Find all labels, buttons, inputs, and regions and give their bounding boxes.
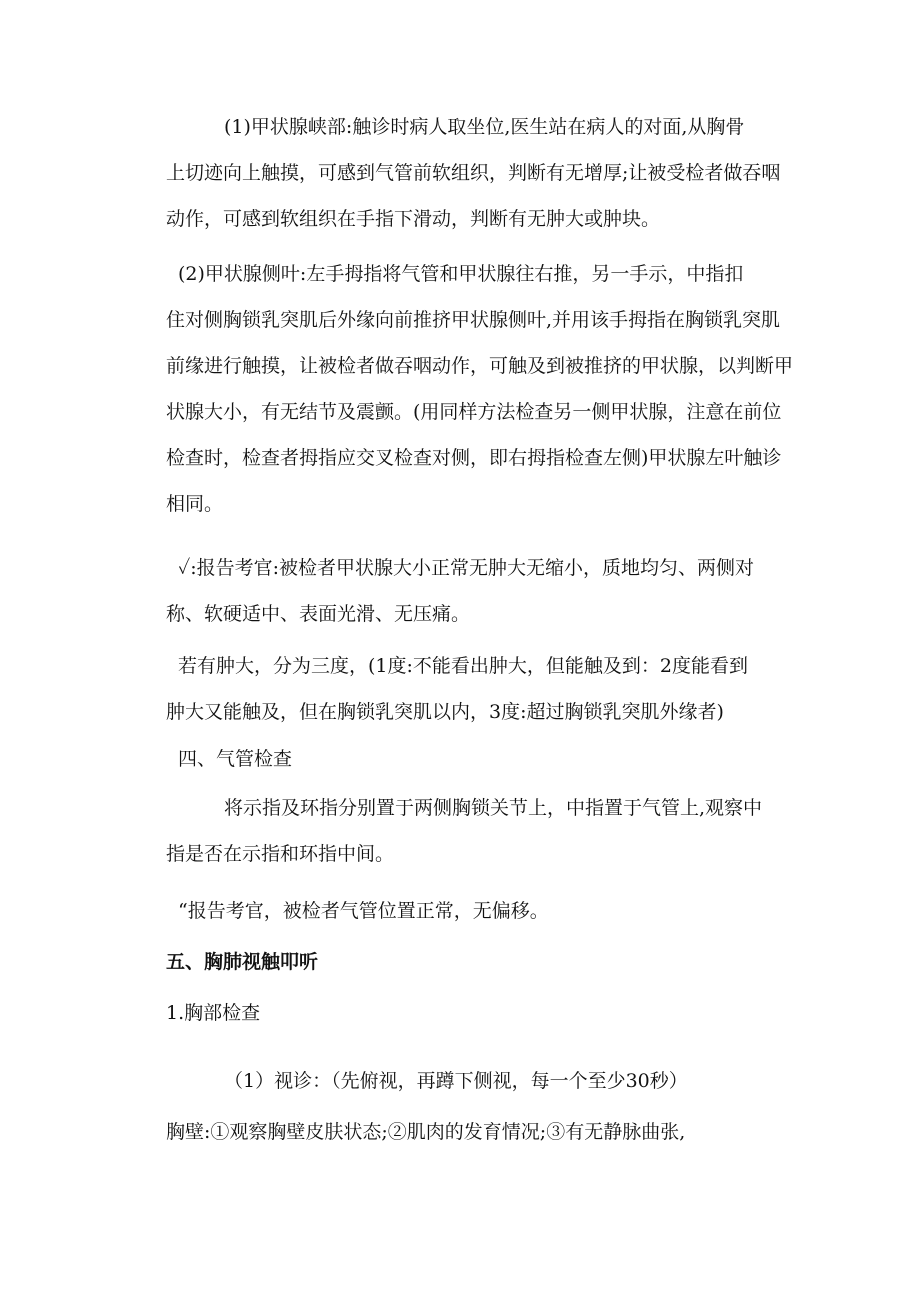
text-line: 前缘进行触摸，让被检者做吞咽动作，可触及到被推挤的甲状腺，以判断甲 — [166, 355, 794, 377]
heading-chest-exam — [166, 990, 798, 1036]
text-line: (1)甲状腺峡部:触诊时病人取坐位,医生站在病人的对面,从胸骨 — [224, 116, 745, 138]
text-line: 胸壁:①观察胸壁皮肤状态;②肌肉的发育情况;③有无静脉曲张, — [166, 1121, 686, 1143]
text-line: 检查时，检查者拇指应交叉检查对侧，即右拇指检查左侧)甲状腺左叶触诊 — [166, 447, 782, 469]
text-line: 住对侧胸锁乳突肌后外缘向前推挤甲状腺侧叶,并用该手拇指在胸锁乳突肌 — [166, 309, 781, 331]
paragraph-inspection — [166, 1058, 798, 1104]
text-line: 若有肿大，分为三度，(1度:不能看出肿大，但能触及到：2度能看到 — [178, 655, 748, 677]
paragraph-enlargement-degrees — [166, 643, 798, 735]
text-line: (2)甲状腺侧叶:左手拇指将气管和甲状腺往右推，另一手示，中指扣 — [178, 263, 744, 285]
text-line: 上切迹向上触摸，可感到气管前软组织，判断有无增厚;让被受检者做吞咽 — [166, 162, 781, 184]
text-line: 将示指及环指分别置于两侧胸锁关节上，中指置于气管上,观察中 — [224, 797, 763, 819]
text-line: （1）视诊：（先俯视，再蹲下侧视，每一个至少30秒） — [224, 1070, 688, 1092]
paragraph-thyroid-lateral-lobe — [166, 251, 798, 527]
text-line: 状腺大小，有无结节及震颤。(用同样方法检查另一侧甲状腺，注意在前位 — [166, 401, 782, 423]
text-line: 五、胸肺视触叩听 — [166, 951, 319, 973]
heading-chest-lung-exam — [166, 939, 798, 985]
text-line: 肿大又能触及，但在胸锁乳突肌以内，3度:超过胸锁乳突肌外缘者) — [166, 701, 724, 723]
text-line: 1.胸部检查 — [166, 1002, 261, 1024]
paragraph-trachea-method — [166, 785, 798, 877]
text-line: “报告考官，被检者气管位置正常，无偏移。 — [178, 900, 549, 922]
paragraph-report-trachea — [166, 888, 798, 934]
text-line: 相同。 — [166, 493, 224, 515]
text-line: 四、气管检查 — [178, 748, 293, 770]
text-line: 称、软硬适中、表面光滑、无压痛。 — [166, 603, 471, 625]
paragraph-thyroid-isthmus — [166, 104, 798, 242]
paragraph-report-thyroid — [166, 545, 798, 637]
text-line: 动作，可感到软组织在手指下滑动，判断有无肿大或肿块。 — [166, 208, 661, 230]
text-line: ✓:报告考官:被检者甲状腺大小正常无肿大无缩小，质地均匀、两侧对 — [178, 557, 755, 579]
paragraph-chest-wall — [166, 1109, 798, 1155]
heading-trachea-exam — [166, 736, 798, 782]
text-line: 指是否在示指和环指中间。 — [166, 843, 395, 865]
